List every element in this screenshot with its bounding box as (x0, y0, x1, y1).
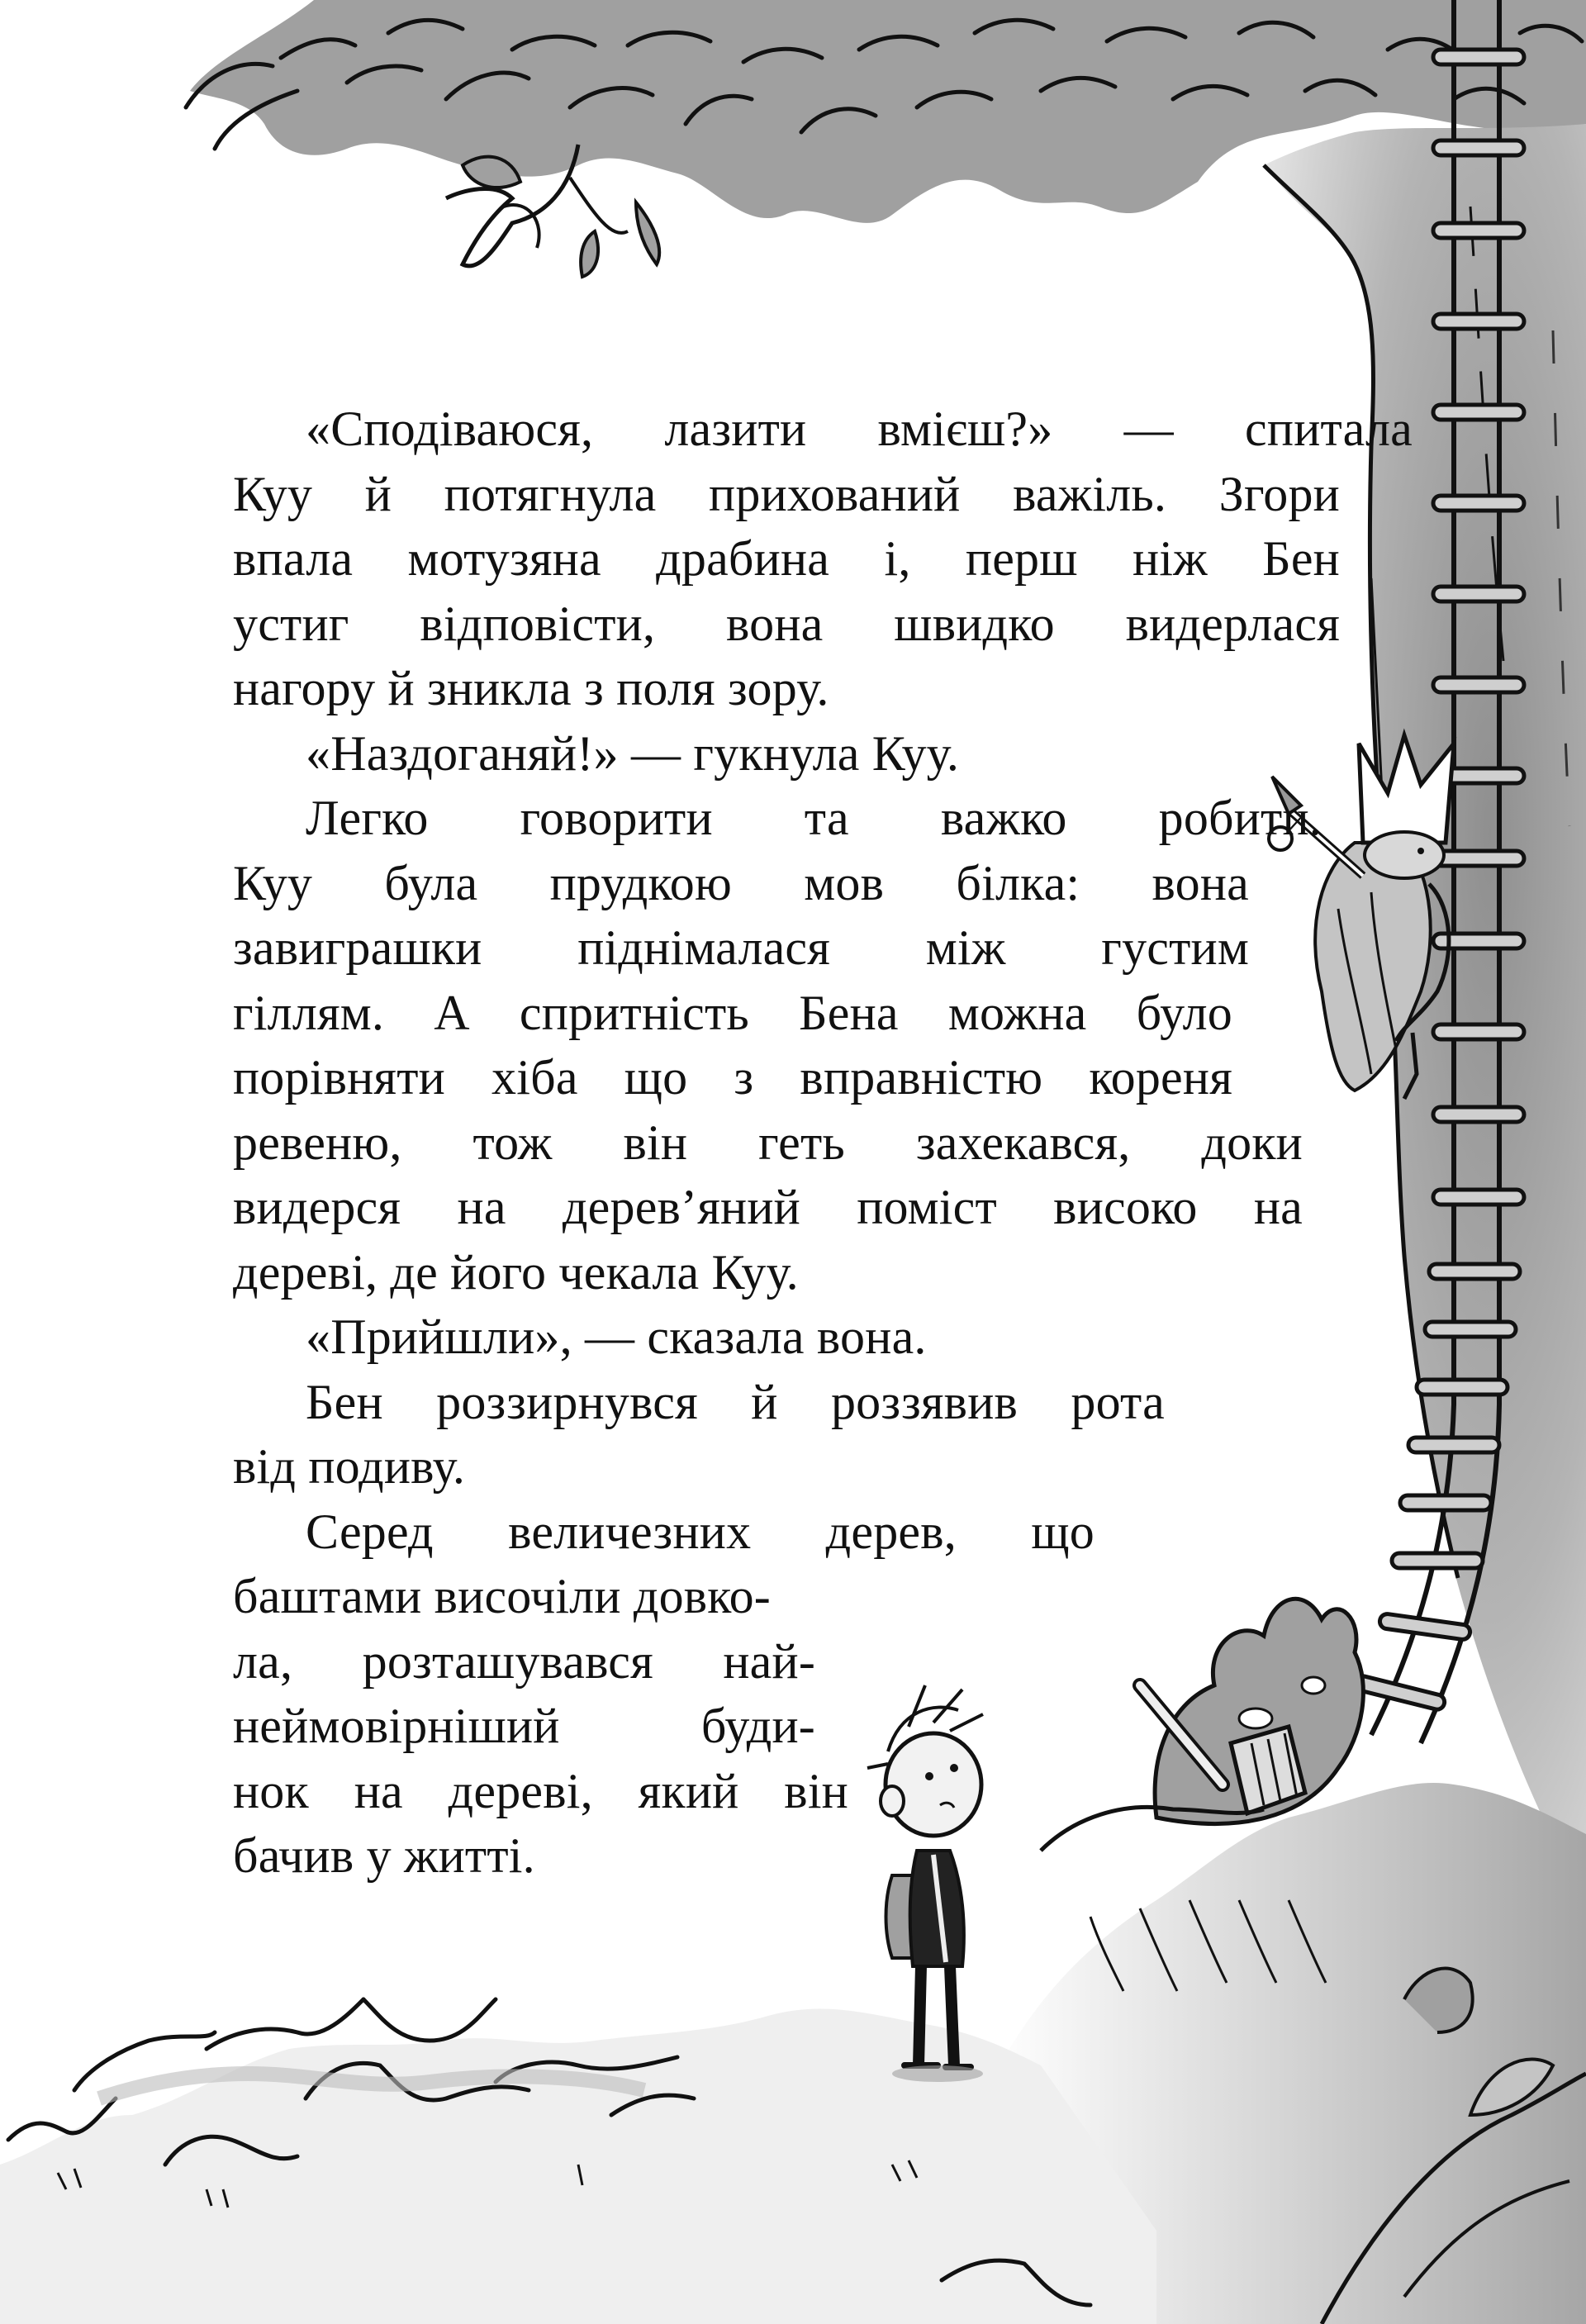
page-body-text (233, 397, 1413, 1889)
paragraph (233, 1305, 1340, 1370)
text-line: устиг відповісти, вона швидко видерлася (233, 596, 1340, 651)
text-line: завиграшки піднімалася між густим (233, 920, 1249, 975)
paragraph (233, 721, 1340, 787)
text-line: неймовірніший буди- (233, 1699, 815, 1753)
text-line: нок на дереві, який він (233, 1763, 848, 1818)
text-line: Куу й потягнула прихований важіль. Згори (233, 466, 1340, 521)
text-line: баштами височіли довко- (233, 1569, 771, 1623)
text-line: Легко говорити та важко робити. (306, 791, 1322, 845)
text-line: видерся на дерев’яний поміст високо на (233, 1180, 1303, 1234)
paragraph (233, 786, 1340, 1305)
text-line: від подиву. (233, 1439, 466, 1494)
text-line: ревеню, тож він геть захекався, доки (233, 1114, 1303, 1170)
text-line: дереві, де його чекала Куу. (233, 1244, 799, 1300)
text-line: впала мотузяна драбина і, перш ніж Бен (233, 531, 1340, 586)
text-line: гіллям. А спритність Бена можна було (233, 985, 1232, 1040)
paragraph (233, 1499, 1340, 1889)
text-line: «Прийшли», — сказала вона. (306, 1309, 927, 1364)
text-line: порівняти хіба що з вправністю кореня (233, 1050, 1232, 1105)
text-line: Бен роззирнувся й роззявив рота (306, 1374, 1165, 1429)
text-line: «Сподіваюся, лазити вмієш?» — спитала (306, 402, 1413, 456)
ground (0, 1999, 1156, 2324)
paragraph (233, 1370, 1340, 1499)
text-line: Серед величезних дерев, що (306, 1504, 1095, 1559)
text-line: «Наздоганяй!» — гукнула Куу. (306, 725, 960, 781)
text-line: Куу була прудкою мов білка: вона (233, 855, 1249, 910)
text-line: нагору й зникла з поля зору. (233, 661, 829, 715)
paragraph (233, 397, 1413, 721)
text-line: ла, розташувався най- (233, 1633, 815, 1689)
text-line: бачив у житті. (233, 1828, 535, 1883)
